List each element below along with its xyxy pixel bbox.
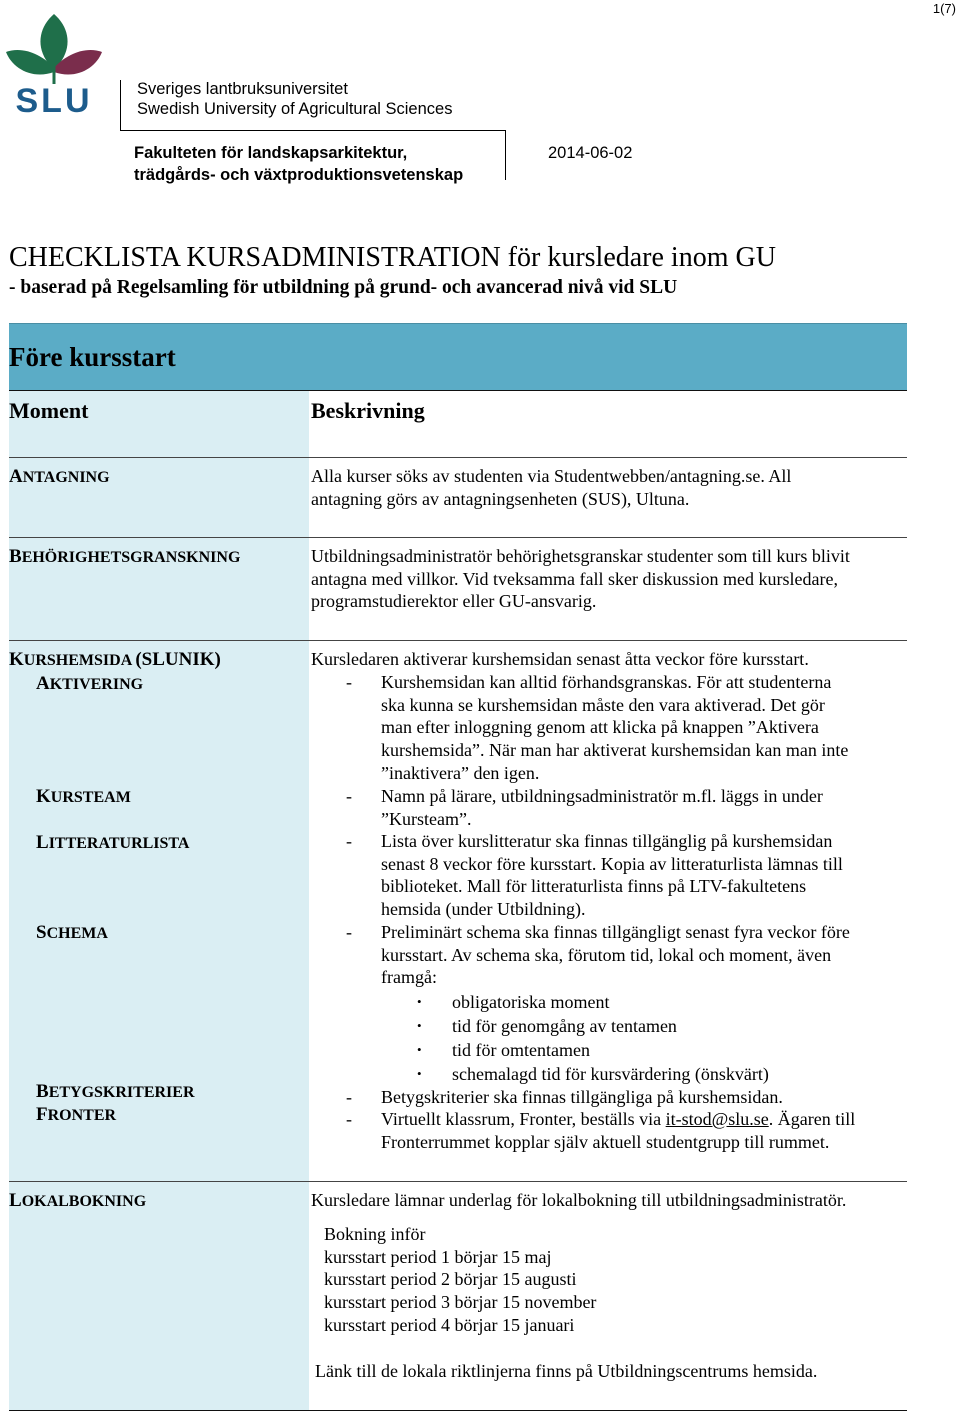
list-dash: - [346,1087,352,1107]
bullet-icon: • [417,994,422,1009]
page-number: 1(7) [932,1,956,16]
moment-litteraturlista: LITTERATURLISTA [36,832,190,853]
table-rule [9,1410,907,1411]
list-item-aktivering: Kurshemsidan kan alltid förhandsgranskas. För att studenterna ska kunna se kurshemsidan måste den vara aktiverad. Det gör man efter inloggning genom att klicka på knappen ”Aktivera kurshemsida”. När man har aktiverat kurshemsidan kan man inte ”inaktivera” den igen. [381,672,849,783]
moment-schema: SCHEMA [36,922,108,943]
moment-fronter: FRONTER [36,1104,117,1125]
moment-kurshemsida: KURSHEMSIDA (SLUNIK) [9,649,221,670]
table-rule [9,640,907,641]
document-title: CHECKLISTA KURSADMINISTRATION för kursledare inom GU [9,242,776,273]
header-rule-divider [505,130,506,180]
desc-kurshemsida-intro: Kursledaren aktiverar kurshemsidan senast åtta veckor före kursstart. [311,649,809,669]
leaf-logo-icon [2,10,106,118]
desc-behorighetsgranskning: Utbildningsadministratör behörighetsgranskar studenter som till kurs blivit antagna med villkor. Vid tveksamma fall sker diskussion med kursledare, programstudierektor eller GU-ansvarig. [311,546,850,612]
table-rule [9,390,907,391]
bullet-icon: • [417,1066,422,1081]
list-item-schema: Preliminärt schema ska finnas tillgängligt senast fyra veckor före kursstart. Av schema ska, förutom tid, lokal och moment, även framgå: [381,922,850,988]
document-subtitle: - baserad på Regelsamling för utbildning på grund- och avancerad nivå vid SLU [9,277,678,298]
list-item-kursteam: Namn på lärare, utbildningsadministratör m.fl. läggs in under ”Kursteam”. [381,786,823,829]
lokalbokning-guidelines-link-text: Länk till de lokala riktlinjerna finns på Utbildningscentrums hemsida. [315,1361,818,1381]
it-stod-email-link[interactable]: it-stod@slu.se [665,1109,769,1129]
university-name-en: Swedish University of Agricultural Sciences [137,100,453,118]
faculty-line-1: Fakulteten för landskapsarkitektur, [134,144,408,162]
logo-wordmark: SLU [15,82,93,118]
list-dash: - [346,1109,352,1129]
list-item-fronter: Virtuellt klassrum, Fronter, beställs via it-stod@slu.se. Ägaren till Fronterrummet kopplar själv aktuell studentgrupp till rummet. [381,1109,856,1152]
section-title: Före kursstart [9,342,176,372]
column-header-description: Beskrivning [311,398,425,423]
moment-betygskriterier: BETYGSKRITERIER [36,1081,195,1102]
table-rule [9,1181,907,1182]
column-header-moment: Moment [9,398,89,423]
moment-kursteam: KURSTEAM [36,786,131,807]
bullet-icon: • [417,1042,422,1057]
list-item-betygskriterier: Betygskriterier ska finnas tillgängliga på kurshemsidan. [381,1087,783,1107]
moment-lokalbokning: LOKALBOKNING [9,1190,147,1211]
moment-behorighetsgranskning: BEHÖRIGHETSGRANSKNING [9,546,241,567]
list-item-litteraturlista: Lista över kurslitteratur ska finnas tillgänglig på kurshemsidan senast 8 veckor före kursstart. Kopia av litteraturlista lämnas till biblioteket. Mall för litteraturlista finns på LTV-fakultetens hemsida (under Utbildning). [381,831,843,920]
header-rule-horizontal [120,130,506,131]
list-dash: - [346,786,352,806]
schema-bullet-1: obligatoriska moment [452,992,610,1012]
moment-antagning: ANTAGNING [9,466,110,487]
document-date: 2014-06-02 [548,144,633,162]
schema-bullet-4: schemalagd tid för kursvärdering (önskvärt) [452,1064,769,1084]
slu-logo [2,10,106,118]
faculty-line-2: trädgårds- och växtproduktionsvetenskap [134,166,464,184]
lokalbokning-periods: Bokning inför kursstart period 1 börjar 15 maj kursstart period 2 börjar 15 augusti kursstart period 3 börjar 15 november kursstart period 4 börjar 15 januari [324,1224,597,1335]
bullet-icon: • [417,1018,422,1033]
schema-bullet-2: tid för genomgång av tentamen [452,1016,677,1036]
table-rule [9,457,907,458]
list-dash: - [346,672,352,692]
university-name-sv: Sveriges lantbruksuniversitet [137,80,348,98]
desc-antagning: Alla kurser söks av studenten via Studentwebben/antagning.se. All antagning görs av antagningsenheten (SUS), Ultuna. [311,466,792,509]
list-dash: - [346,831,352,851]
table-rule [9,537,907,538]
schema-bullet-3: tid för omtentamen [452,1040,590,1060]
list-dash: - [346,922,352,942]
desc-lokalbokning-intro: Kursledare lämnar underlag för lokalbokning till utbildningsadministratör. [311,1190,847,1210]
moment-aktivering: AKTIVERING [36,673,144,694]
university-name [137,79,452,119]
header-rule-vertical [120,80,121,130]
faculty-name [134,142,463,186]
